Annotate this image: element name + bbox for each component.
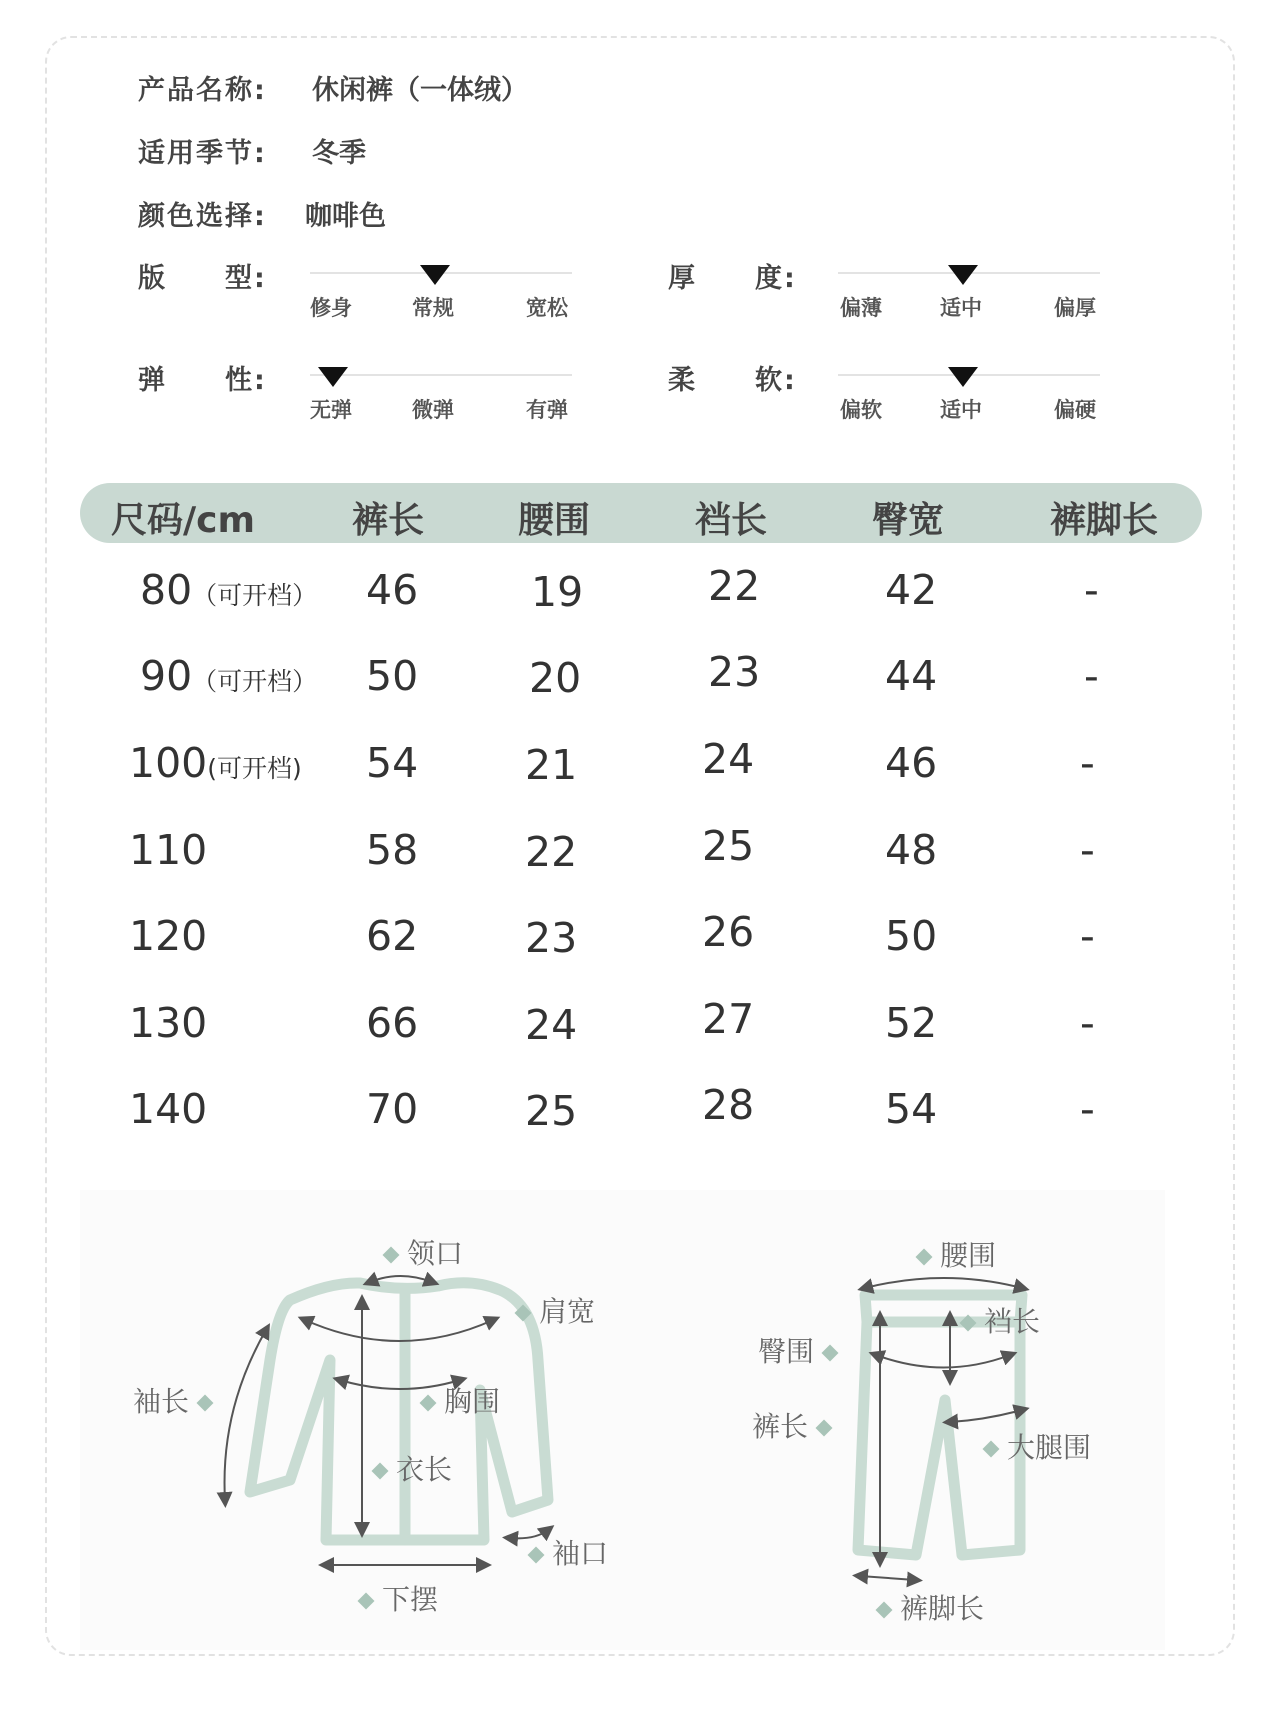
label-thigh — [985, 1426, 1091, 1466]
thigh-arrow — [950, 1410, 1022, 1422]
cell-hip: 54 — [885, 1085, 938, 1133]
cell-crotch: 28 — [702, 1081, 755, 1129]
cell-hem: - — [1084, 652, 1099, 700]
fit-option-2: 常规 — [412, 296, 454, 320]
label-text: 臀围 — [758, 1335, 815, 1368]
softness-option-1: 偏软 — [840, 398, 882, 422]
cell-hip: 42 — [885, 566, 938, 614]
cell-hip: 52 — [885, 999, 938, 1047]
fit-label: 版 型: — [138, 263, 267, 294]
product-name-value: 休闲裤（一体绒） — [312, 75, 528, 106]
thickness-option-2: 适中 — [940, 296, 982, 320]
thickness-option-3: 偏厚 — [1054, 296, 1096, 320]
cell-hem: - — [1080, 1085, 1095, 1133]
label-hem — [360, 1578, 438, 1618]
cell-crotch: 25 — [702, 822, 755, 870]
label-chest — [422, 1380, 500, 1420]
header-length: 裤长 — [352, 500, 425, 541]
color-label: 颜色选择: — [138, 201, 267, 232]
diamond-icon — [420, 1395, 437, 1412]
cell-length: 54 — [366, 739, 419, 787]
label-waist — [918, 1234, 996, 1274]
cell-length: 50 — [366, 652, 419, 700]
cell-hem: - — [1080, 912, 1095, 960]
cell-hip: 44 — [885, 652, 938, 700]
cell-waist: 24 — [525, 1001, 578, 1049]
cell-crotch: 26 — [702, 908, 755, 956]
diamond-icon — [960, 1315, 977, 1332]
diamond-icon — [383, 1247, 400, 1264]
cell-length: 66 — [366, 999, 419, 1047]
jacket-outline — [250, 1283, 548, 1540]
season-label: 适用季节: — [138, 138, 267, 169]
cell-crotch: 27 — [702, 995, 755, 1043]
cell-waist: 23 — [525, 914, 578, 962]
hip-arrow — [876, 1355, 1010, 1368]
diamond-icon — [983, 1441, 1000, 1458]
label-text: 袖口 — [552, 1537, 609, 1570]
fit-option-1: 修身 — [310, 296, 352, 320]
label-text: 胸围 — [444, 1385, 501, 1418]
label-cuff — [530, 1532, 608, 1572]
cell-crotch: 23 — [708, 648, 761, 696]
season-value: 冬季 — [312, 138, 366, 169]
color-value: 咖啡色 — [305, 201, 386, 232]
diamond-icon — [822, 1345, 839, 1362]
cell-length: 58 — [366, 826, 419, 874]
diamond-icon — [372, 1463, 389, 1480]
label-text: 裤脚长 — [900, 1592, 985, 1625]
diamond-icon — [197, 1395, 214, 1412]
label-text: 肩宽 — [539, 1295, 596, 1328]
label-sleeve — [133, 1380, 211, 1420]
elasticity-option-3: 有弹 — [526, 398, 568, 422]
cell-crotch: 22 — [708, 562, 761, 610]
label-text: 衣长 — [396, 1453, 453, 1486]
diamond-icon — [816, 1420, 833, 1437]
thickness-option-1: 偏薄 — [840, 296, 882, 320]
cell-hip: 48 — [885, 826, 938, 874]
label-text: 腰围 — [940, 1239, 997, 1272]
fit-option-3: 宽松 — [526, 296, 568, 320]
cell-length: 62 — [366, 912, 419, 960]
diamond-icon — [358, 1593, 375, 1610]
label-text: 裆长 — [984, 1305, 1041, 1338]
diamond-icon — [916, 1249, 933, 1266]
header-hip: 臀宽 — [872, 500, 945, 541]
size-note: （可开档） — [192, 581, 318, 610]
size-value: 120 — [129, 912, 208, 960]
label-crotch — [962, 1300, 1040, 1340]
label-shoulder — [517, 1290, 595, 1330]
label-leg-opening — [878, 1587, 984, 1627]
cell-hem: - — [1084, 566, 1099, 614]
cell-waist: 19 — [531, 568, 584, 616]
label-collar — [385, 1232, 463, 1272]
waist-arrow — [865, 1278, 1022, 1288]
thickness-label: 厚 度: — [668, 263, 797, 294]
size-value: 110 — [129, 826, 208, 874]
cell-crotch: 24 — [702, 735, 755, 783]
label-text: 袖长 — [133, 1385, 190, 1418]
cell-length: 46 — [366, 566, 419, 614]
leg-opening-arrow — [860, 1576, 915, 1580]
cell-waist: 21 — [525, 741, 578, 789]
header-crotch: 裆长 — [695, 500, 768, 541]
header-waist: 腰围 — [518, 500, 591, 541]
cell-length: 70 — [366, 1085, 419, 1133]
label-hip — [758, 1330, 836, 1370]
size-value: 100 — [129, 739, 208, 787]
cell-hip: 46 — [885, 739, 938, 787]
softness-option-3: 偏硬 — [1054, 398, 1096, 422]
cell-waist: 20 — [529, 654, 582, 702]
cell-waist: 25 — [525, 1087, 578, 1135]
label-text: 下摆 — [382, 1583, 439, 1616]
cell-hip: 50 — [885, 912, 938, 960]
size-value: 140 — [129, 1085, 208, 1133]
label-text: 领口 — [407, 1237, 464, 1270]
cell-hem: - — [1080, 739, 1095, 787]
cell-hem: - — [1080, 999, 1095, 1047]
size-value: 80 — [140, 566, 193, 614]
size-note: (可开档) — [207, 754, 302, 783]
shoulder-arrow — [305, 1320, 493, 1341]
label-jacket-length — [374, 1448, 452, 1488]
label-text: 大腿围 — [1007, 1431, 1092, 1464]
header-size: 尺码/cm — [111, 500, 256, 541]
label-text: 裤长 — [752, 1410, 809, 1443]
diamond-icon — [528, 1547, 545, 1564]
cell-hem: - — [1080, 826, 1095, 874]
product-name-label: 产品名称: — [138, 75, 267, 106]
label-pants-length — [752, 1405, 830, 1445]
cell-waist: 22 — [525, 828, 578, 876]
size-value: 130 — [129, 999, 208, 1047]
size-note: （可开档） — [192, 667, 318, 696]
header-hem: 裤脚长 — [1050, 500, 1159, 541]
elasticity-label: 弹 性: — [138, 365, 267, 396]
diamond-icon — [515, 1305, 532, 1322]
softness-label: 柔 软: — [668, 365, 797, 396]
elasticity-option-2: 微弹 — [412, 398, 454, 422]
elasticity-option-1: 无弹 — [310, 398, 352, 422]
jacket-body-shape — [250, 1283, 548, 1540]
softness-option-2: 适中 — [940, 398, 982, 422]
diamond-icon — [876, 1602, 893, 1619]
size-value: 90 — [140, 652, 193, 700]
